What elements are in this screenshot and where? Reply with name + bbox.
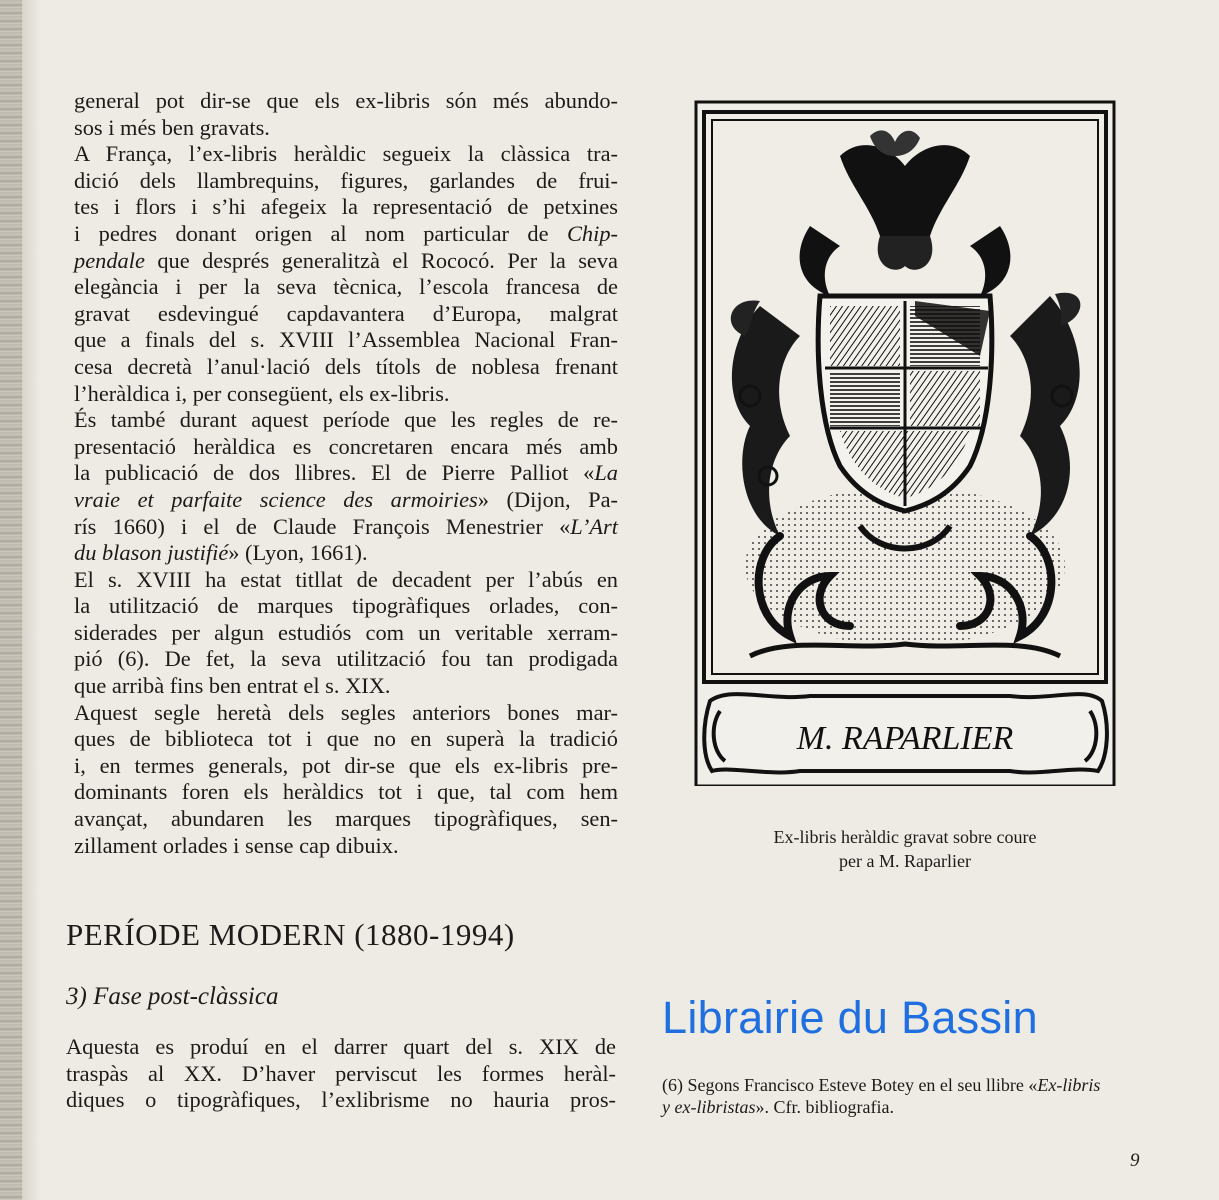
text-line: pió (6). De fet, la seva utilització fou tan prodigada	[74, 646, 618, 672]
paragraph	[74, 567, 618, 700]
text-line: elegància i per la seva tècnica, l’escola francesa de	[74, 274, 618, 300]
paragraph	[74, 700, 618, 860]
ex-libris-illustration	[690, 96, 1120, 786]
text-line: sos i més ben gravats.	[74, 114, 270, 140]
section-title: PERÍODE MODERN (1880-1994)	[66, 917, 515, 952]
text-line: rís 1660) i el de Claude François Menestrier «L’Art	[74, 513, 618, 539]
caption-line: per a M. Raparlier	[839, 851, 971, 871]
text-line: El s. XVIII ha estat titllat de decadent per l’abús en	[74, 566, 618, 592]
footnote-line: y ex-libristas». Cfr. bibliografia.	[662, 1097, 894, 1117]
text-line: gravat esdevingué capdavantera d’Europa, malgrat	[74, 300, 618, 326]
gutter-shadow	[22, 0, 40, 1200]
text-line: És també durant aquest període que les regles de re-	[74, 407, 618, 433]
footnote	[662, 1074, 1148, 1118]
paragraph	[74, 141, 618, 407]
text-line: A França, l’ex-libris heràldic segueix la clàssica tra-	[74, 141, 618, 167]
text-line: i pedres donant origen al nom particular de Chip-	[74, 220, 618, 246]
figure-caption	[690, 825, 1120, 873]
text-line: siderades per algun estudiós com un veritable xerram-	[74, 619, 618, 645]
left-column-text	[74, 88, 618, 859]
text-line: traspàs al XX. D’haver perviscut les formes heràl-	[66, 1060, 616, 1086]
text-line: avançat, abundaren les marques tipogràfiques, sen-	[74, 806, 618, 832]
footnote-line: (6) Segons Francisco Esteve Botey en el seu llibre «Ex-libris	[662, 1075, 1101, 1095]
text-line: tes i flors i s’hi afegeix la representació de petxines	[74, 194, 618, 220]
paragraph	[74, 88, 618, 141]
text-line: que a finals del s. XVIII l’Assemblea Nacional Fran-	[74, 327, 618, 353]
text-line: vraie et parfaite science des armoiries» (Dijon, Pa-	[74, 486, 618, 512]
text-line: presentació heràldica es concretaren encara més amb	[74, 433, 618, 459]
watermark-text: Librairie du Bassin	[662, 992, 1038, 1043]
banner-text: M. RAPARLIER	[796, 720, 1014, 757]
text-line: du blason justifié» (Lyon, 1661).	[74, 540, 368, 566]
subsection-title: 3) Fase post-clàssica	[66, 983, 279, 1010]
text-line: la utilització de marques tipogràfiques orlades, con-	[74, 593, 618, 619]
text-line: l’heràldica i, per consegüent, els ex-libris.	[74, 380, 450, 406]
paragraph	[74, 407, 618, 567]
text-line: zillament orlades i sense cap dibuix.	[74, 832, 399, 858]
text-line: cesa decretà l’anul·lació dels títols de noblesa frenant	[74, 353, 618, 379]
bottom-paragraph	[66, 1034, 616, 1114]
text-line: i, en termes generals, pot dir-se que els ex-libris pre-	[74, 752, 618, 778]
text-line: Aquest segle heretà dels segles anteriors bones mar-	[74, 699, 618, 725]
book-gutter-edge	[0, 0, 22, 1200]
ex-libris-engraving	[690, 96, 1120, 786]
text-line: Aquesta es produí en el darrer quart del s. XIX de	[66, 1034, 616, 1059]
text-line: ques de biblioteca tot i que no en superà la tradició	[74, 726, 618, 752]
text-line: que arribà fins ben entrat el s. XIX.	[74, 673, 391, 699]
page-number: 9	[1130, 1150, 1140, 1171]
text-line: general pot dir-se que els ex-libris són més abundo-	[74, 88, 618, 113]
text-line: pendale que després generalitzà el Rococó. Per la seva	[74, 247, 618, 273]
text-line: la publicació de dos llibres. El de Pierre Palliot «La	[74, 460, 618, 486]
text-line: diques o tipogràfiques, l’exlibrisme no hauria pros-	[66, 1087, 616, 1113]
text-line: dició dels llambrequins, figures, garlandes de frui-	[74, 167, 618, 193]
caption-line: Ex-libris heràldic gravat sobre coure	[773, 827, 1037, 847]
text-line: dominants foren els heràldics tot i que, tal com hem	[74, 779, 618, 805]
